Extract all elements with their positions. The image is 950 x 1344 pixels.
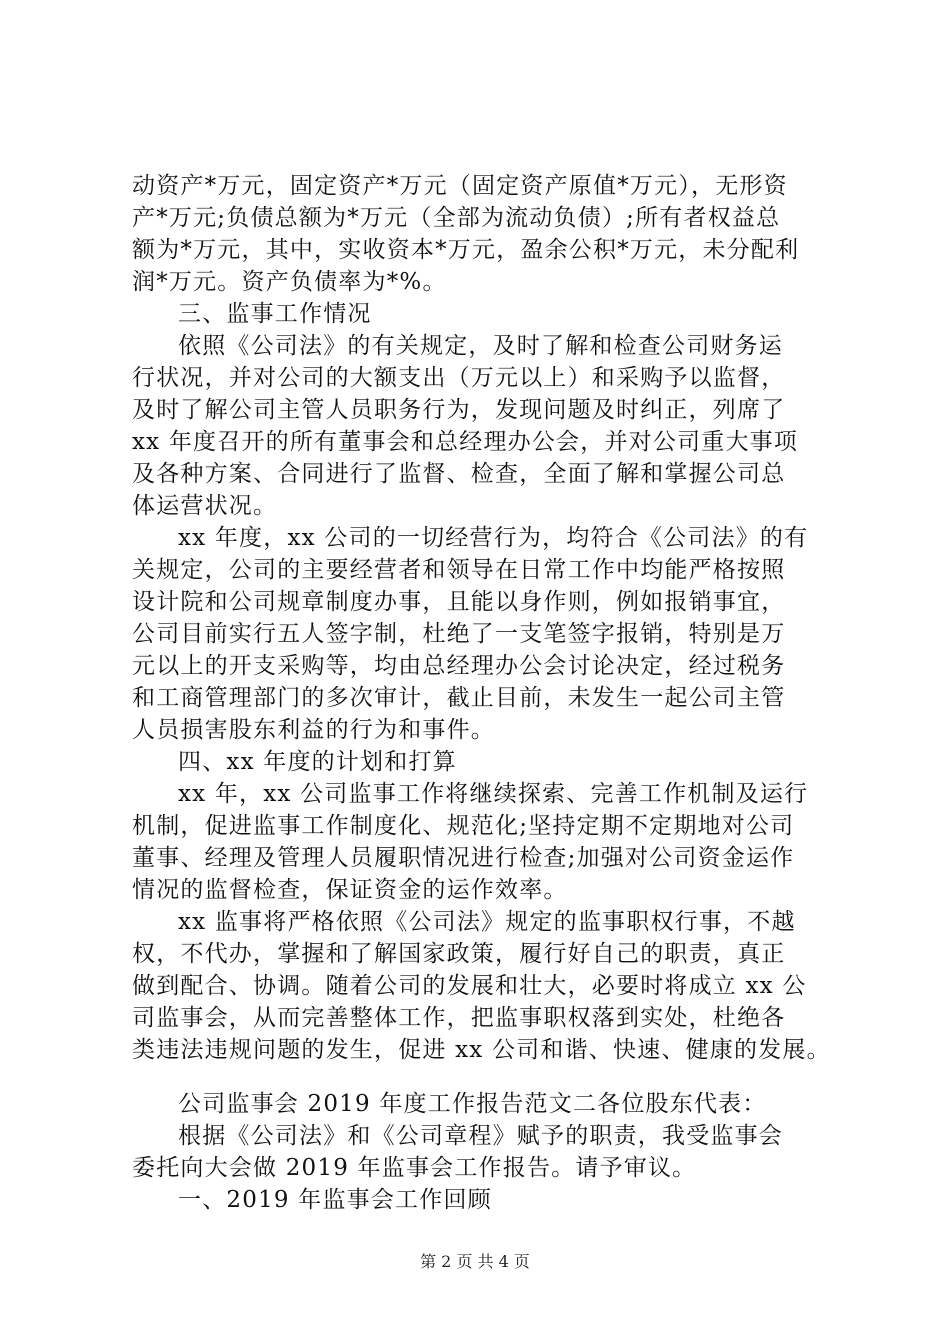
text-line: 董事、经理及管理人员履职情况进行检查;加强对公司资金运作 — [132, 845, 795, 871]
text-line: 情况的监督检查，保证资金的运作效率。 — [132, 877, 568, 903]
text-line: 行状况，并对公司的大额支出（万元以上）和采购予以监督， — [132, 365, 786, 391]
text-line: 体运营状况。 — [132, 493, 278, 519]
text-line: 元以上的开支采购等，均由总经理办公会讨论决定，经过税务 — [132, 653, 786, 679]
text-line: 额为*万元，其中，实收资本*万元，盈余公积*万元，未分配利 — [132, 237, 800, 263]
text-line: 及各种方案、合同进行了监督、检查，全面了解和掌握公司总 — [132, 461, 786, 487]
text-line: 类违法违规问题的发生，促进 xx 公司和谐、快速、健康的发展。 — [132, 1037, 831, 1063]
section-heading: 一、2019 年监事会工作回顾 — [178, 1187, 492, 1213]
text-line: 机制，促进监事工作制度化、规范化;坚持定期不定期地对公司 — [132, 813, 795, 839]
text-line: 动资产*万元，固定资产*万元（固定资产原值*万元），无形资 — [132, 173, 788, 199]
text-line: 及时了解公司主管人员职务行为，发现问题及时纠正，列席了 — [132, 397, 786, 423]
page-footer: 第 2 页 共 4 页 — [420, 1252, 530, 1271]
text-line: 根据《公司法》和《公司章程》赋予的职责，我受监事会 — [178, 1123, 783, 1149]
text-line: 人员损害股东利益的行为和事件。 — [132, 717, 495, 743]
text-line: xx 监事将严格依照《公司法》规定的监事职权行事，不越 — [178, 909, 796, 935]
section-heading: 三、监事工作情况 — [178, 301, 372, 327]
text-line: xx 年度召开的所有董事会和总经理办公会，并对公司重大事项 — [132, 429, 799, 455]
text-line: 润*万元。资产负债率为*%。 — [132, 269, 447, 295]
text-line: 依照《公司法》的有关规定，及时了解和检查公司财务运 — [178, 333, 783, 359]
report-title-line: 公司监事会 2019 年度工作报告范文二各位股东代表： — [178, 1091, 767, 1117]
text-line: 设计院和公司规章制度办事，且能以身作则，例如报销事宜， — [132, 589, 786, 615]
text-line: 委托向大会做 2019 年监事会工作报告。请予审议。 — [132, 1155, 697, 1181]
text-line: 司监事会，从而完善整体工作，把监事职权落到实处，杜绝各 — [132, 1005, 786, 1031]
text-line: 产*万元;负债总额为*万元（全部为流动负债）;所有者权益总 — [132, 205, 781, 231]
text-line: 公司目前实行五人签字制，杜绝了一支笔签字报销，特别是万 — [132, 621, 786, 647]
section-heading: 四、xx 年度的计划和打算 — [178, 749, 457, 775]
text-line: 和工商管理部门的多次审计，截止目前，未发生一起公司主管 — [132, 685, 786, 711]
text-line: 做到配合、协调。随着公司的发展和壮大，必要时将成立 xx 公 — [132, 973, 807, 999]
text-line: xx 年度，xx 公司的一切经营行为，均符合《公司法》的有 — [178, 525, 809, 551]
text-line: 关规定，公司的主要经营者和领导在日常工作中均能严格按照 — [132, 557, 786, 583]
text-line: 权，不代办，掌握和了解国家政策，履行好自己的职责，真正 — [132, 941, 786, 967]
text-line: xx 年，xx 公司监事工作将继续探索、完善工作机制及运行 — [178, 781, 809, 807]
